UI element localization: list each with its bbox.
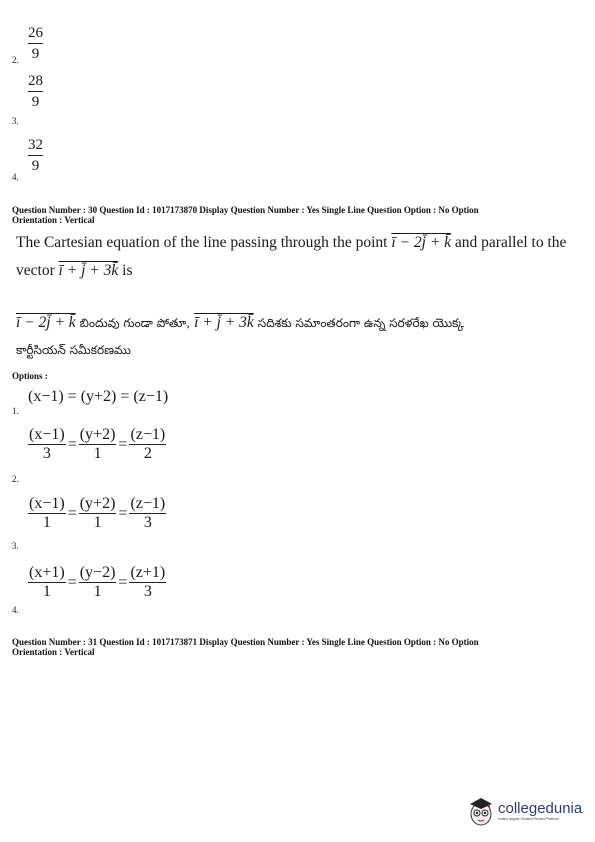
numerator: 28 <box>28 73 43 89</box>
fraction-z: $\frac{(z-1)}{2}$ <box>130 426 166 462</box>
denominator: 9 <box>31 94 40 110</box>
numerator: 26 <box>28 25 43 41</box>
direction-vector: ī + j̄ + 3k̄ <box>58 262 119 279</box>
question-text: vector <box>16 262 55 279</box>
prev-option-fraction <box>28 24 43 63</box>
question-orientation: Orientation : Vertical <box>12 215 95 225</box>
option-3-equation <box>28 495 166 532</box>
option-1-equation: (x−1) = (y+2) = (z−1) <box>28 388 169 405</box>
question-meta-line: Question Number : 30 Question Id : 1017173870 Display Question Number : Yes Single Line Question Option : No Option <box>12 205 479 215</box>
direction-vector: ī + j̄ + 3k̄ <box>194 314 254 331</box>
fraction-z: $\frac{(z-1)}{3}$ <box>130 495 166 531</box>
fraction-x: $\frac{(x-1)}{1}$ <box>29 495 65 531</box>
question-meta <box>12 205 582 225</box>
option-number: 4. <box>12 605 19 615</box>
options-label: Options : <box>12 371 48 381</box>
equals-sign: = <box>67 435 77 453</box>
question-text: is <box>122 262 133 279</box>
fraction-y: $\frac{(y-2)}{1}$ <box>79 564 116 600</box>
collegedunia-logo <box>466 794 582 826</box>
question-text-english-line2 <box>16 262 133 280</box>
equals-sign: = <box>118 504 128 522</box>
fraction-z: $\frac{(z+1)}{3}$ <box>130 564 166 600</box>
option-number: 3. <box>12 116 19 126</box>
option-number: 2. <box>12 55 19 65</box>
telugu-text: సదిశకు సమాంతరంగా ఉన్న సరళరేఖ యొక్క <box>257 316 465 330</box>
question-text-english <box>16 234 586 252</box>
question-meta-line: Question Number : 31 Question Id : 1017173871 Display Question Number : Yes Single Line Question Option : No Option <box>12 637 479 647</box>
question-text-telugu <box>16 314 586 333</box>
numerator: 32 <box>28 137 43 153</box>
fraction-x: $\frac{(x+1)}{1}$ <box>29 564 65 600</box>
mascot-icon <box>466 794 496 826</box>
brand-tagline: India's largest Student Review Platform <box>498 816 559 821</box>
fraction-bar <box>28 91 43 92</box>
telugu-text: బిందువు గుండా పోతూ, <box>79 316 191 330</box>
equals-sign: = <box>67 573 77 591</box>
point-vector: ī − 2j̄ + k̄ <box>391 234 452 251</box>
question-orientation: Orientation : Vertical <box>12 647 95 657</box>
option-4-equation <box>28 564 166 601</box>
fraction-y: $\frac{(y+2)}{1}$ <box>79 495 116 531</box>
brand-name: collegedunia <box>498 799 583 817</box>
question-text: The Cartesian equation of the line passing through the point <box>16 234 388 251</box>
question-text: and parallel to the <box>454 234 567 251</box>
prev-option-fraction <box>28 136 43 175</box>
denominator: 9 <box>31 46 40 62</box>
option-number: 2. <box>12 474 19 484</box>
fraction-bar <box>28 43 43 44</box>
fraction-x: $\frac{(x-1)}{3}$ <box>29 426 65 462</box>
prev-option-fraction <box>28 72 43 111</box>
equals-sign: = <box>67 504 77 522</box>
fraction-bar <box>28 155 43 156</box>
option-number: 4. <box>12 172 19 182</box>
option-number: 1. <box>12 406 19 416</box>
equals-sign: = <box>118 573 128 591</box>
equals-sign: = <box>118 435 128 453</box>
logo-text <box>498 800 582 821</box>
fraction-y: $\frac{(y+2)}{1}$ <box>79 426 116 462</box>
point-vector: ī − 2j̄ + k̄ <box>16 314 76 331</box>
option-number: 3. <box>12 541 19 551</box>
option-2-equation <box>28 426 166 463</box>
question-meta <box>12 637 582 657</box>
denominator: 9 <box>31 158 40 174</box>
question-text-telugu-line2: కార్టీసియన్ సమీకరణము <box>16 343 131 357</box>
